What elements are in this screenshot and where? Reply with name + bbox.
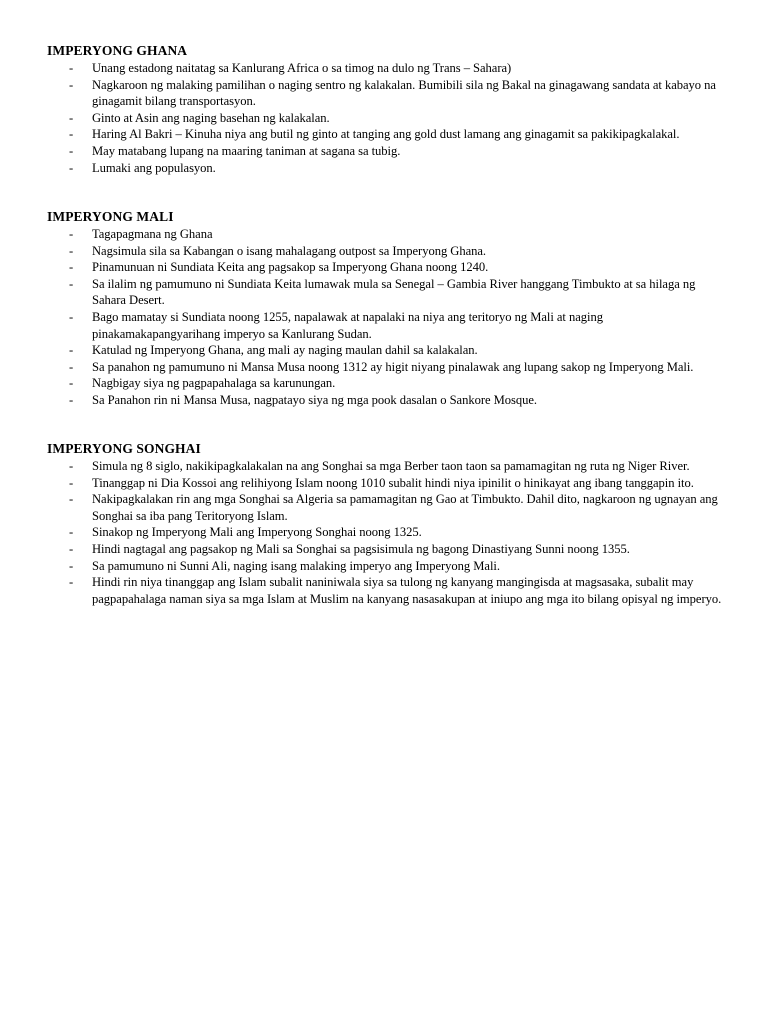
list-item [47, 110, 727, 127]
list-item [47, 541, 727, 558]
list-item [47, 259, 727, 276]
list-item-text: Hindi rin niya tinanggap ang Islam subalit naniniwala siya sa tulong ng kanyang mangingisda at magsasaka, subalit may pagpapahalaga naman siya sa mga Islam at Muslim na kanyang nasasakupan at iniupo ang mga ito bilang opisyal ng imperyo. [92, 575, 722, 606]
bullet-dash: - [69, 525, 74, 540]
bullet-dash: - [69, 61, 74, 75]
section-heading: IMPERYONG MALI [47, 209, 174, 224]
list-item [47, 458, 727, 475]
bullet-dash: - [69, 110, 74, 125]
list-item [47, 226, 727, 243]
list-item [47, 558, 727, 575]
list-item-text: Hindi nagtagal ang pagsakop ng Mali sa Songhai sa pagsisimula ng bagong Dinastiyang Sunni noong 1355. [92, 541, 630, 556]
bullet-dash: - [69, 376, 74, 391]
list-item [47, 392, 727, 409]
list-item-text: Pinamunuan ni Sundiata Keita ang pagsakop sa Imperyong Ghana noong 1240. [92, 260, 489, 275]
list-item [47, 77, 727, 110]
list-item [47, 375, 727, 392]
list-item-text: Nagkaroon ng malaking pamilihan o naging sentro ng kalakalan. Bumibili sila ng Bakal na ginagawang sandata at kabayo na ginagamit bilang transportasyon. [92, 77, 716, 109]
bullet-dash: - [69, 475, 74, 490]
list-item-text: Lumaki ang populasyon. [92, 160, 216, 175]
list-item [47, 276, 727, 309]
section-imperyong-ghana [47, 43, 727, 176]
bullet-dash: - [69, 558, 74, 573]
list-item-text: Ginto at Asin ang naging basehan ng kalakalan. [92, 110, 330, 125]
list-item [47, 243, 727, 260]
bullet-dash: - [69, 575, 74, 590]
bullet-dash: - [69, 160, 74, 175]
bullet-dash: - [69, 392, 74, 407]
list-item-text: Nagsimula sila sa Kabangan o isang mahalagang outpost sa Imperyong Ghana. [92, 243, 487, 258]
list-item [47, 60, 727, 77]
bullet-dash: - [69, 127, 74, 142]
list-item-text: Tinanggap ni Dia Kossoi ang relihiyong Islam noong 1010 subalit hindi niya ipinilit o hinikayat ang ibang tanggapin ito. [92, 475, 694, 490]
list-item [47, 524, 727, 541]
section-imperyong-mali [47, 209, 727, 409]
list-item-text: Sinakop ng Imperyong Mali ang Imperyong Songhai noong 1325. [92, 525, 422, 540]
bullet-dash: - [69, 359, 74, 374]
section-heading: IMPERYONG SONGHAI [47, 441, 201, 456]
bullet-dash: - [69, 243, 74, 258]
list-item-text: Haring Al Bakri – Kinuha niya ang butil ng ginto at tanging ang gold dust lamang ang ginagamit sa pakikipagkalakal. [92, 127, 680, 142]
list-item [47, 475, 727, 492]
bullet-dash: - [69, 541, 74, 556]
list-item [47, 574, 727, 607]
bullet-dash: - [69, 143, 74, 158]
section-heading: IMPERYONG GHANA [47, 43, 188, 58]
bullet-list [47, 60, 727, 176]
bullet-dash: - [69, 77, 74, 92]
bullet-dash: - [69, 260, 74, 275]
bullet-dash: - [69, 227, 74, 241]
bullet-list [47, 226, 727, 409]
list-item [47, 160, 727, 177]
list-item-text: Katulad ng Imperyong Ghana, ang mali ay naging maulan dahil sa kalakalan. [92, 343, 478, 358]
bullet-dash: - [69, 309, 74, 324]
list-item-text: Sa ilalim ng pamumuno ni Sundiata Keita lumawak mula sa Senegal – Gambia River hanggang Timbukto at sa hilaga ng Sahara Desert. [92, 276, 696, 308]
list-item-text: Sa Panahon rin ni Mansa Musa, nagpatayo siya ng mga pook dasalan o Sankore Mosque. [92, 392, 537, 407]
bullet-list [47, 458, 727, 607]
list-item-text: Tagapagmana ng Ghana [92, 227, 213, 241]
section-imperyong-songhai [47, 441, 727, 607]
list-item [47, 359, 727, 376]
list-item [47, 491, 727, 524]
list-item-text: May matabang lupang na maaring taniman at sagana sa tubig. [92, 143, 401, 158]
bullet-dash: - [69, 343, 74, 358]
list-item [47, 126, 727, 143]
list-item-text: Nagbigay siya ng pagpapahalaga sa karunungan. [92, 376, 336, 391]
bullet-dash: - [69, 276, 74, 291]
list-item-text: Nakipagkalakan rin ang mga Songhai sa Algeria sa pamamagitan ng Gao at Timbukto. Dahil dito, nagkaroon ng ugnayan ang Songhai sa iba pang Teritoryong Islam. [92, 492, 718, 523]
list-item [47, 309, 727, 342]
bullet-dash: - [69, 459, 74, 473]
list-item-text: Bago mamatay si Sundiata noong 1255, napalawak at napalaki na niya ang teritoryo ng Mali at naging pinakamakapangyarihang imperyo sa Kanlurang Sudan. [92, 309, 603, 341]
bullet-dash: - [69, 492, 74, 507]
list-item-text: Sa panahon ng pamumuno ni Mansa Musa noong 1312 ay higit niyang pinalawak ang lupang sakop ng Imperyong Mali. [92, 359, 694, 374]
list-item-text: Simula ng 8 siglo, nakikipagkalakalan na ang Songhai sa mga Berber taon taon sa pamamagitan ng ruta ng Niger River. [92, 459, 690, 473]
list-item-text: Unang estadong naitatag sa Kanlurang Africa o sa timog na dulo ng Trans – Sahara) [92, 61, 512, 75]
list-item-text: Sa pamumuno ni Sunni Ali, naging isang malaking imperyo ang Imperyong Mali. [92, 558, 500, 573]
list-item [47, 342, 727, 359]
list-item [47, 143, 727, 160]
